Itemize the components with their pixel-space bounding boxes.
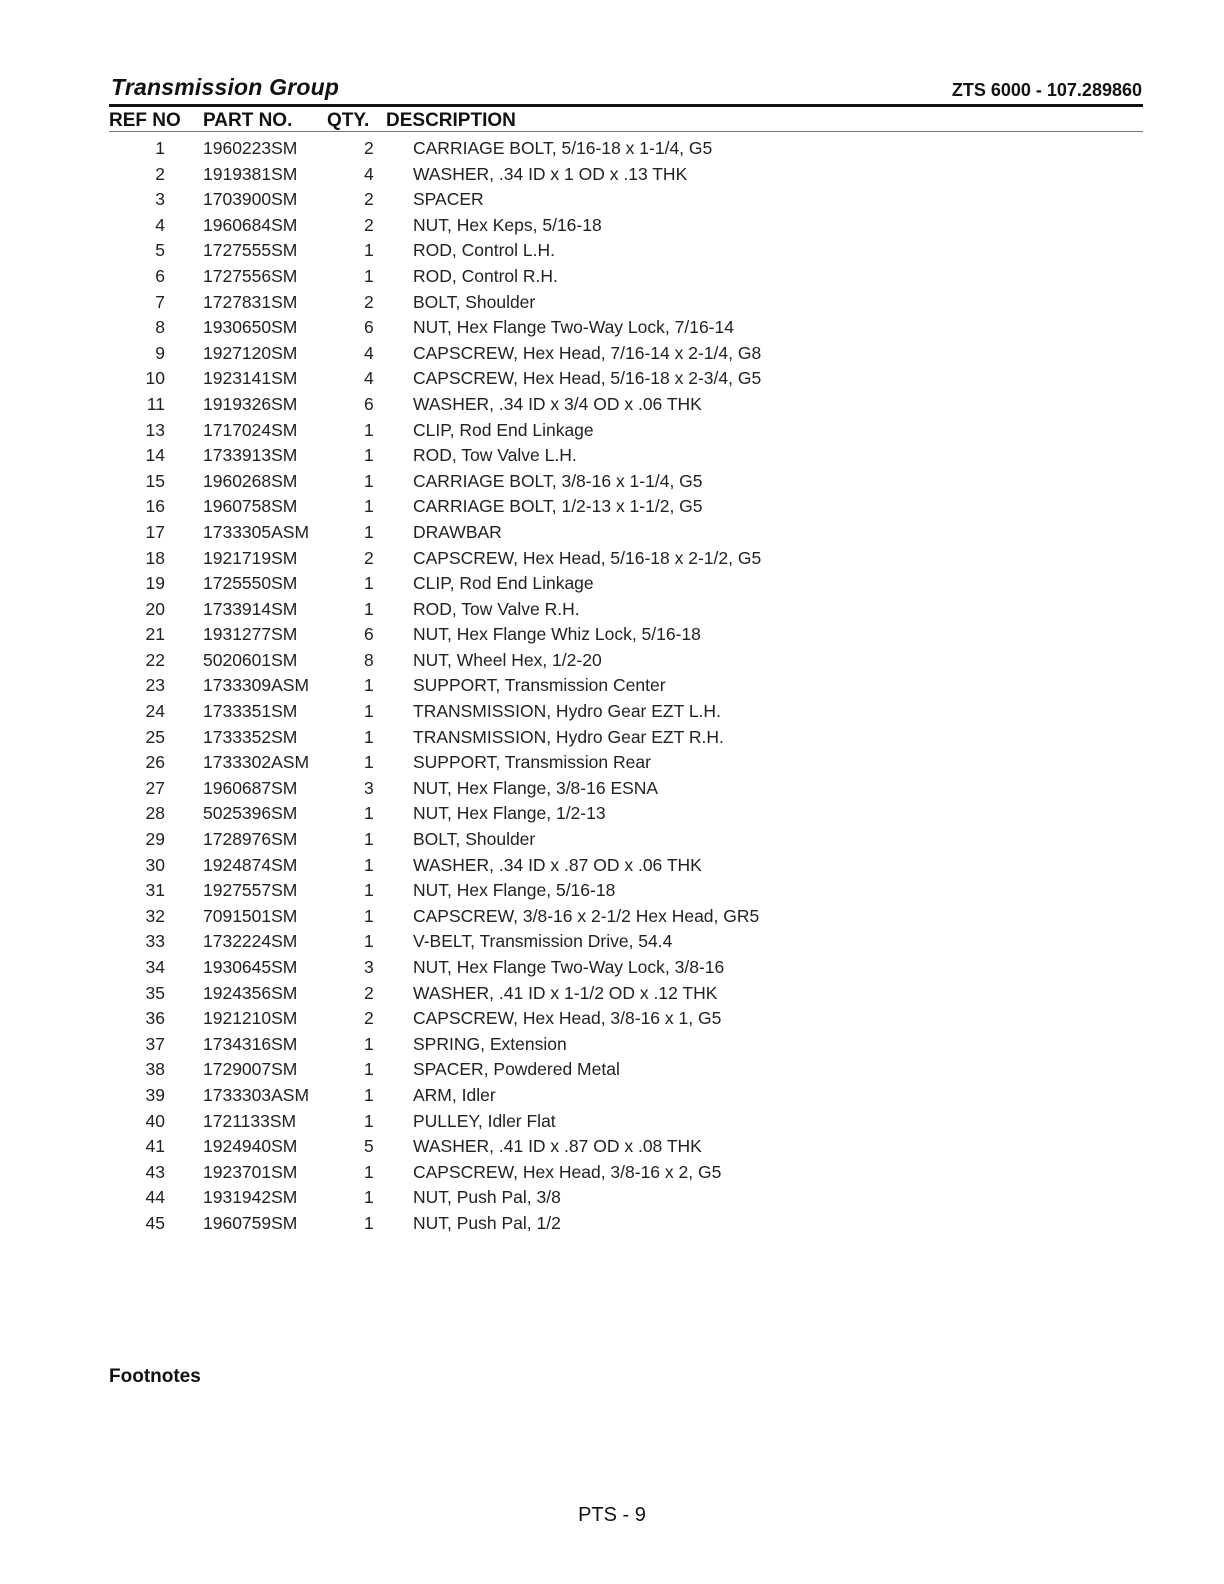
description: NUT, Hex Flange Whiz Lock, 5/16-18: [413, 624, 701, 645]
ref-number: 8: [155, 317, 165, 338]
description: WASHER, .34 ID x 3/4 OD x .06 THK: [413, 393, 702, 414]
part-number: 1727555SM: [203, 240, 298, 261]
ref-number: 1: [155, 138, 165, 158]
description: CLIP, Rod End Linkage: [413, 419, 594, 440]
parts-row: [0, 546, 1224, 572]
description: ROD, Control R.H.: [413, 265, 558, 286]
description: NUT, Hex Flange, 3/8-16 ESNA: [413, 777, 659, 798]
part-number: 1924874SM: [203, 854, 298, 875]
ref-number: 27: [145, 777, 165, 798]
part-number: 1927120SM: [203, 342, 298, 363]
description: DRAWBAR: [413, 521, 502, 542]
ref-number: 26: [145, 752, 165, 773]
quantity: 1: [364, 445, 374, 466]
part-number: 1729007SM: [203, 1059, 298, 1080]
column-header-description: DESCRIPTION: [386, 110, 516, 131]
quantity: 2: [364, 291, 374, 312]
description: NUT, Wheel Hex, 1/2-20: [413, 649, 602, 670]
parts-row: [0, 750, 1224, 776]
parts-row: [0, 725, 1224, 751]
part-number: 1930650SM: [203, 317, 298, 338]
parts-row: [0, 1160, 1224, 1186]
description: CLIP, Rod End Linkage: [413, 573, 594, 594]
description: CARRIAGE BOLT, 3/8-16 x 1-1/4, G5: [413, 470, 703, 491]
quantity: 4: [364, 163, 374, 184]
quantity: 1: [364, 1161, 374, 1182]
description: SPACER, Powdered Metal: [413, 1059, 620, 1080]
part-number: 1960684SM: [203, 214, 298, 235]
parts-row: [0, 162, 1224, 188]
ref-number: 32: [145, 905, 165, 926]
model-number: ZTS 6000 - 107.289860: [951, 80, 1142, 100]
part-number: 5025396SM: [203, 803, 298, 824]
ref-number: 25: [145, 726, 165, 747]
parts-row: [0, 878, 1224, 904]
description: BOLT, Shoulder: [413, 291, 536, 312]
footnotes-heading: Footnotes: [109, 1366, 201, 1387]
quantity: 1: [364, 419, 374, 440]
ref-number: 41: [145, 1136, 165, 1157]
description: SPRING, Extension: [413, 1033, 567, 1054]
parts-row: [0, 1185, 1224, 1211]
ref-number: 28: [145, 803, 165, 824]
ref-number: 15: [145, 470, 165, 491]
parts-list: [0, 136, 1224, 1237]
ref-number: 22: [145, 649, 165, 670]
parts-row: [0, 136, 1224, 162]
description: WASHER, .41 ID x .87 OD x .08 THK: [413, 1136, 702, 1157]
ref-number: 35: [145, 982, 165, 1003]
quantity: 3: [364, 957, 374, 977]
description: CARRIAGE BOLT, 5/16-18 x 1-1/4, G5: [413, 138, 713, 158]
part-number: 1733302ASM: [203, 752, 310, 773]
parts-row: [0, 929, 1224, 955]
parts-row: [0, 827, 1224, 853]
quantity: 1: [364, 726, 374, 747]
part-number: 1733305ASM: [203, 521, 310, 542]
description: PULLEY, Idler Flat: [413, 1110, 556, 1131]
ref-number: 37: [145, 1033, 165, 1054]
part-number: 1733913SM: [203, 445, 298, 466]
quantity: 3: [364, 777, 374, 798]
quantity: 1: [364, 854, 374, 875]
quantity: 6: [364, 317, 374, 338]
quantity: 6: [364, 624, 374, 645]
ref-number: 33: [145, 931, 165, 952]
ref-number: 29: [145, 829, 165, 850]
parts-row: [0, 622, 1224, 648]
parts-row: [0, 315, 1224, 341]
parts-row: [0, 1006, 1224, 1032]
ref-number: 36: [145, 1008, 165, 1029]
part-number: 1921210SM: [203, 1008, 298, 1029]
quantity: 1: [364, 265, 374, 286]
quantity: 1: [364, 803, 374, 824]
quantity: 4: [364, 342, 374, 363]
part-number: 1960758SM: [203, 496, 298, 517]
description: BOLT, Shoulder: [413, 829, 536, 850]
parts-row: [0, 1134, 1224, 1160]
description: WASHER, .34 ID x .87 OD x .06 THK: [413, 854, 702, 875]
part-number: 1721133SM: [203, 1110, 297, 1131]
quantity: 5: [364, 1136, 374, 1157]
description: NUT, Push Pal, 1/2: [413, 1212, 561, 1233]
parts-row: [0, 597, 1224, 623]
column-header-ref: REF NO: [109, 110, 181, 131]
quantity: 2: [364, 1008, 374, 1029]
part-number: 1924356SM: [203, 982, 298, 1003]
parts-row: [0, 443, 1224, 469]
parts-row: [0, 366, 1224, 392]
parts-row: [0, 520, 1224, 546]
quantity: 1: [364, 1084, 374, 1105]
ref-number: 6: [155, 265, 165, 286]
page-header: [109, 74, 1142, 104]
description: V-BELT, Transmission Drive, 54.4: [413, 931, 673, 952]
description: CAPSCREW, Hex Head, 7/16-14 x 2-1/4, G8: [413, 342, 762, 363]
description: NUT, Hex Keps, 5/16-18: [413, 214, 602, 235]
description: SUPPORT, Transmission Center: [413, 675, 666, 696]
parts-row: [0, 469, 1224, 495]
description: NUT, Hex Flange Two-Way Lock, 3/8-16: [413, 957, 725, 977]
part-number: 1931277SM: [203, 624, 298, 645]
ref-number: 14: [145, 445, 165, 466]
ref-number: 45: [145, 1212, 165, 1233]
part-number: 1733351SM: [203, 701, 298, 722]
parts-row: [0, 1032, 1224, 1058]
part-number: 1703900SM: [203, 189, 298, 210]
description: SUPPORT, Transmission Rear: [413, 752, 651, 773]
part-number: 1923141SM: [203, 368, 298, 389]
quantity: 1: [364, 598, 374, 619]
description: TRANSMISSION, Hydro Gear EZT R.H.: [413, 726, 724, 747]
quantity: 1: [364, 1212, 374, 1233]
part-number: 1930645SM: [203, 957, 298, 977]
column-header-part: PART NO.: [203, 110, 293, 131]
description: WASHER, .34 ID x 1 OD x .13 THK: [413, 163, 688, 184]
description: CAPSCREW, 3/8-16 x 2-1/2 Hex Head, GR5: [413, 905, 760, 926]
description: NUT, Hex Flange, 5/16-18: [413, 880, 616, 901]
part-number: 1732224SM: [203, 931, 298, 952]
parts-row: [0, 418, 1224, 444]
parts-row: [0, 673, 1224, 699]
part-number: 5020601SM: [203, 649, 298, 670]
quantity: 1: [364, 470, 374, 491]
ref-number: 24: [145, 701, 165, 722]
ref-number: 40: [145, 1110, 165, 1131]
part-number: 1725550SM: [203, 573, 298, 594]
part-number: 1733352SM: [203, 726, 298, 747]
parts-row: [0, 1057, 1224, 1083]
ref-number: 3: [155, 189, 165, 210]
quantity: 1: [364, 931, 374, 952]
ref-number: 10: [145, 368, 165, 389]
quantity: 1: [364, 829, 374, 850]
ref-number: 5: [155, 240, 165, 261]
parts-row: [0, 187, 1224, 213]
quantity: 1: [364, 496, 374, 517]
ref-number: 43: [145, 1161, 165, 1182]
part-number: 1733309ASM: [203, 675, 310, 696]
quantity: 2: [364, 189, 374, 210]
quantity: 1: [364, 1059, 374, 1080]
quantity: 6: [364, 393, 374, 414]
quantity: 1: [364, 701, 374, 722]
part-number: 1921719SM: [203, 547, 298, 568]
page-title: Transmission Group: [111, 74, 340, 100]
parts-row: [0, 1211, 1224, 1237]
description: NUT, Hex Flange, 1/2-13: [413, 803, 606, 824]
quantity: 8: [364, 649, 374, 670]
parts-row: [0, 955, 1224, 981]
description: ROD, Control L.H.: [413, 240, 555, 261]
description: CAPSCREW, Hex Head, 3/8-16 x 1, G5: [413, 1008, 722, 1029]
parts-row: [0, 341, 1224, 367]
parts-row: [0, 571, 1224, 597]
parts-row: [0, 801, 1224, 827]
part-number: 1927557SM: [203, 880, 298, 901]
ref-number: 21: [145, 624, 165, 645]
part-number: 1924940SM: [203, 1136, 298, 1157]
ref-number: 44: [145, 1187, 165, 1208]
ref-number: 7: [155, 291, 165, 312]
parts-row: [0, 776, 1224, 802]
quantity: 2: [364, 214, 374, 235]
description: NUT, Push Pal, 3/8: [413, 1187, 561, 1208]
part-number: 1733303ASM: [203, 1084, 310, 1105]
quantity: 1: [364, 573, 374, 594]
column-header-qty: QTY.: [327, 110, 370, 131]
description: TRANSMISSION, Hydro Gear EZT L.H.: [413, 701, 721, 722]
part-number: 1717024SM: [203, 419, 298, 440]
ref-number: 30: [145, 854, 165, 875]
ref-number: 17: [145, 521, 165, 542]
parts-row: [0, 981, 1224, 1007]
description: CAPSCREW, Hex Head, 5/16-18 x 2-3/4, G5: [413, 368, 762, 389]
part-number: 1727831SM: [203, 291, 298, 312]
part-number: 7091501SM: [203, 905, 298, 926]
page-number: PTS - 9: [578, 1504, 646, 1526]
quantity: 1: [364, 240, 374, 261]
parts-row: [0, 290, 1224, 316]
part-number: 1733914SM: [203, 598, 298, 619]
parts-row: [0, 648, 1224, 674]
quantity: 2: [364, 982, 374, 1003]
description: SPACER: [413, 189, 484, 210]
ref-number: 38: [145, 1059, 165, 1080]
parts-row: [0, 1083, 1224, 1109]
quantity: 2: [364, 138, 374, 158]
parts-row: [0, 238, 1224, 264]
ref-number: 11: [146, 393, 165, 414]
parts-row: [0, 904, 1224, 930]
ref-number: 23: [145, 675, 165, 696]
ref-number: 13: [145, 419, 165, 440]
ref-number: 16: [145, 496, 165, 517]
parts-row: [0, 494, 1224, 520]
quantity: 1: [364, 905, 374, 926]
ref-number: 18: [145, 547, 165, 568]
ref-number: 9: [155, 342, 165, 363]
quantity: 1: [364, 880, 374, 901]
part-number: 1960223SM: [203, 138, 298, 158]
part-number: 1923701SM: [203, 1161, 298, 1182]
part-number: 1919326SM: [203, 393, 298, 414]
part-number: 1931942SM: [203, 1187, 298, 1208]
part-number: 1960268SM: [203, 470, 298, 491]
parts-row: [0, 392, 1224, 418]
ref-number: 34: [145, 957, 165, 977]
ref-number: 2: [155, 163, 165, 184]
header-divider: [109, 104, 1143, 107]
quantity: 1: [364, 675, 374, 696]
description: CAPSCREW, Hex Head, 5/16-18 x 2-1/2, G5: [413, 547, 762, 568]
quantity: 2: [364, 547, 374, 568]
description: ROD, Tow Valve L.H.: [413, 445, 577, 466]
ref-number: 31: [145, 880, 165, 901]
quantity: 1: [364, 521, 374, 542]
parts-row: [0, 699, 1224, 725]
description: WASHER, .41 ID x 1-1/2 OD x .12 THK: [413, 982, 718, 1003]
part-number: 1734316SM: [203, 1033, 298, 1054]
parts-row: [0, 1109, 1224, 1135]
description: ROD, Tow Valve R.H.: [413, 598, 580, 619]
parts-row: [0, 264, 1224, 290]
description: CAPSCREW, Hex Head, 3/8-16 x 2, G5: [413, 1161, 722, 1182]
part-number: 1919381SM: [203, 163, 298, 184]
description: ARM, Idler: [413, 1084, 496, 1105]
column-header-divider: [109, 131, 1143, 132]
part-number: 1728976SM: [203, 829, 298, 850]
quantity: 1: [364, 752, 374, 773]
quantity: 1: [364, 1187, 374, 1208]
part-number: 1727556SM: [203, 265, 298, 286]
ref-number: 20: [145, 598, 165, 619]
quantity: 4: [364, 368, 374, 389]
quantity: 1: [364, 1033, 374, 1054]
ref-number: 4: [155, 214, 165, 235]
part-number: 1960759SM: [203, 1212, 298, 1233]
description: CARRIAGE BOLT, 1/2-13 x 1-1/2, G5: [413, 496, 703, 517]
ref-number: 19: [145, 573, 165, 594]
part-number: 1960687SM: [203, 777, 298, 798]
description: NUT, Hex Flange Two-Way Lock, 7/16-14: [413, 317, 734, 338]
ref-number: 39: [145, 1084, 165, 1105]
quantity: 1: [364, 1110, 374, 1131]
parts-row: [0, 213, 1224, 239]
parts-row: [0, 853, 1224, 879]
